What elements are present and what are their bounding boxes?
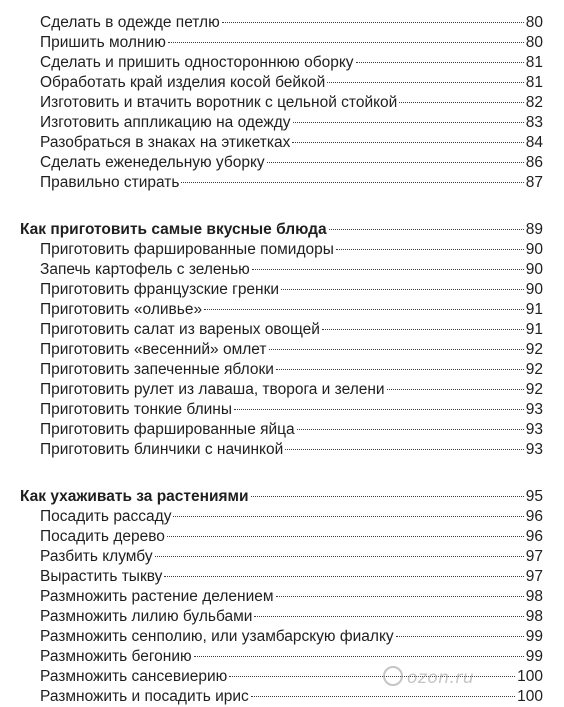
entry-title: Посадить дерево xyxy=(40,528,165,545)
entry-page-number: 92 xyxy=(525,381,543,398)
entry-title: Приготовить фаршированные яйца xyxy=(40,421,295,438)
entry-title: Приготовить фаршированные помидоры xyxy=(40,241,334,258)
toc-entry xyxy=(20,440,543,460)
entry-page-number: 96 xyxy=(525,508,543,525)
toc-entry xyxy=(20,587,543,607)
entry-title: Размножить сенполию, или узамбарскую фиалку xyxy=(40,628,394,645)
dot-leader xyxy=(234,409,524,410)
toc-entry xyxy=(20,240,543,260)
entry-title: Сделать и пришить одностороннюю оборку xyxy=(40,54,354,71)
entry-page-number: 84 xyxy=(525,134,543,151)
watermark xyxy=(383,668,474,688)
dot-leader xyxy=(168,42,524,43)
dot-leader xyxy=(322,329,524,330)
toc-section-heading xyxy=(20,220,543,240)
entry-title: Приготовить запеченные яблоки xyxy=(40,361,274,378)
toc-entry xyxy=(20,320,543,340)
entry-title: Размножить бегонию xyxy=(40,648,192,665)
dot-leader xyxy=(173,516,523,517)
dot-leader xyxy=(155,556,524,557)
entry-page-number: 91 xyxy=(525,301,543,318)
entry-title: Размножить растение делением xyxy=(40,588,274,605)
entry-page-number: 100 xyxy=(517,688,543,705)
dot-leader xyxy=(269,349,524,350)
toc-entry xyxy=(20,400,543,420)
dot-leader xyxy=(267,162,524,163)
dot-leader xyxy=(254,616,523,617)
entry-title: Запечь картофель с зеленью xyxy=(40,261,250,278)
entry-title: Размножить и посадить ирис xyxy=(40,688,249,705)
entry-title: Изготовить и втачить воротник с цельной стойкой xyxy=(40,94,398,111)
dot-leader xyxy=(356,62,524,63)
entry-page-number: 98 xyxy=(525,588,543,605)
toc-entry xyxy=(20,647,543,667)
toc-entry xyxy=(20,607,543,627)
dot-leader xyxy=(222,22,524,23)
dot-leader xyxy=(164,576,523,577)
entry-page-number: 93 xyxy=(525,441,543,458)
dot-leader xyxy=(167,536,524,537)
toc-entry xyxy=(20,53,543,73)
dot-leader xyxy=(204,309,524,310)
entry-page-number: 90 xyxy=(525,241,543,258)
entry-title: Сделать в одежде петлю xyxy=(40,14,220,31)
entry-page-number: 80 xyxy=(525,34,543,51)
toc-entry xyxy=(20,280,543,300)
entry-page-number: 97 xyxy=(525,568,543,585)
entry-page-number: 90 xyxy=(525,261,543,278)
toc-entry xyxy=(20,300,543,320)
toc-entry xyxy=(20,627,543,647)
dot-leader xyxy=(194,656,524,657)
section-title: Как приготовить самые вкусные блюда xyxy=(20,221,327,238)
entry-page-number: 98 xyxy=(525,608,543,625)
dot-leader xyxy=(181,182,523,183)
toc-entry xyxy=(20,93,543,113)
entry-title: Разобраться в знаках на этикетках xyxy=(40,134,291,151)
dot-leader xyxy=(297,429,524,430)
watermark-text: ozon.ru xyxy=(407,668,475,688)
dot-leader xyxy=(285,449,523,450)
dot-leader xyxy=(399,102,523,103)
entry-title: Приготовить «оливье» xyxy=(40,301,203,318)
entry-page-number: 81 xyxy=(525,74,543,91)
entry-title: Приготовить французские гренки xyxy=(40,281,280,298)
section-page-number: 95 xyxy=(525,488,543,505)
entry-page-number: 90 xyxy=(525,281,543,298)
entry-title: Размножить лилию бульбами xyxy=(40,608,253,625)
toc-entry xyxy=(20,153,543,173)
toc-entry xyxy=(20,13,543,33)
entry-page-number: 83 xyxy=(525,114,543,131)
toc-entry xyxy=(20,380,543,400)
toc-entry xyxy=(20,73,543,93)
entry-title: Пришить молнию xyxy=(40,34,166,51)
dot-leader xyxy=(327,82,523,83)
entry-page-number: 100 xyxy=(517,668,543,685)
entry-title: Обработать край изделия косой бейкой xyxy=(40,74,326,91)
toc-entry xyxy=(20,420,543,440)
dot-leader xyxy=(292,142,523,143)
entry-page-number: 92 xyxy=(525,341,543,358)
toc-entry xyxy=(20,687,543,707)
entry-page-number: 81 xyxy=(525,54,543,71)
entry-title: Приготовить блинчики с начинкой xyxy=(40,441,284,458)
entry-title: Посадить рассаду xyxy=(40,508,172,525)
dot-leader xyxy=(387,389,524,390)
dot-leader xyxy=(329,229,524,230)
entry-title: Приготовить «весенний» омлет xyxy=(40,341,267,358)
toc-entry xyxy=(20,133,543,153)
entry-page-number: 96 xyxy=(525,528,543,545)
toc-entry xyxy=(20,260,543,280)
entry-page-number: 86 xyxy=(525,154,543,171)
toc-entry xyxy=(20,340,543,360)
entry-title: Приготовить салат из вареных овощей xyxy=(40,321,320,338)
dot-leader xyxy=(396,636,524,637)
entry-title: Правильно стирать xyxy=(40,174,180,191)
dot-leader xyxy=(276,596,524,597)
entry-title: Изготовить аппликацию на одежду xyxy=(40,114,291,131)
entry-page-number: 99 xyxy=(525,628,543,645)
entry-page-number: 91 xyxy=(525,321,543,338)
toc-section-heading xyxy=(20,487,543,507)
entry-title: Сделать еженедельную уборку xyxy=(40,154,265,171)
dot-leader xyxy=(252,269,524,270)
toc-entry xyxy=(20,547,543,567)
section-page-number: 89 xyxy=(525,221,543,238)
toc-entry xyxy=(20,173,543,193)
table-of-contents xyxy=(20,13,543,707)
entry-page-number: 93 xyxy=(525,421,543,438)
entry-page-number: 92 xyxy=(525,361,543,378)
entry-title: Приготовить тонкие блины xyxy=(40,401,232,418)
toc-entry xyxy=(20,567,543,587)
dot-leader xyxy=(276,369,524,370)
entry-page-number: 87 xyxy=(525,174,543,191)
entry-page-number: 80 xyxy=(525,14,543,31)
toc-entry xyxy=(20,507,543,527)
entry-page-number: 82 xyxy=(525,94,543,111)
toc-entry xyxy=(20,527,543,547)
entry-page-number: 99 xyxy=(525,648,543,665)
toc-entry xyxy=(20,33,543,53)
ozon-logo-icon xyxy=(383,666,403,686)
dot-leader xyxy=(293,122,524,123)
entry-title: Вырастить тыкву xyxy=(40,568,163,585)
toc-entry xyxy=(20,113,543,133)
toc-entry xyxy=(20,360,543,380)
entry-page-number: 97 xyxy=(525,548,543,565)
entry-title: Приготовить рулет из лаваша, творога и зелени xyxy=(40,381,385,398)
section-title: Как ухаживать за растениями xyxy=(20,488,249,505)
dot-leader xyxy=(281,289,524,290)
entry-title: Размножить сансевиерию xyxy=(40,668,228,685)
dot-leader xyxy=(336,249,524,250)
entry-title: Разбить клумбу xyxy=(40,548,153,565)
dot-leader xyxy=(251,696,515,697)
entry-page-number: 93 xyxy=(525,401,543,418)
dot-leader xyxy=(251,496,524,497)
